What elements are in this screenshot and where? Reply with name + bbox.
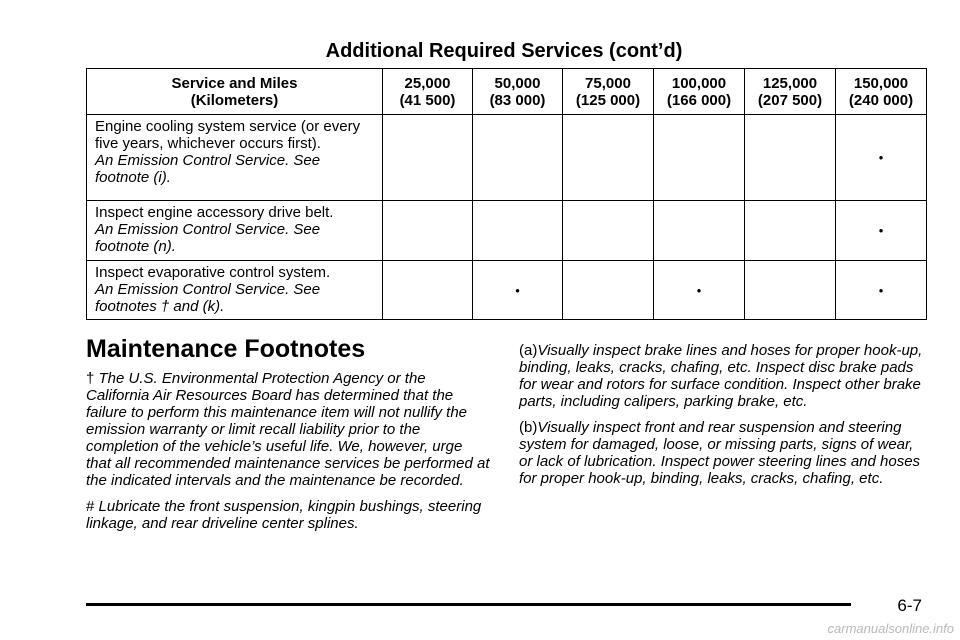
footnote-a [519, 342, 929, 410]
header-100000: 100,000 (166 000) [654, 69, 745, 115]
service-mark [654, 115, 745, 201]
service-mark [383, 115, 473, 201]
page-number: 6-7 [897, 596, 922, 615]
header-75000: 75,000 (125 000) [563, 69, 654, 115]
services-table [86, 68, 927, 320]
service-mark [563, 115, 654, 201]
table-row [87, 115, 927, 201]
header-125000: 125,000 (207 500) [745, 69, 836, 115]
service-mark [473, 115, 563, 201]
footnote-text: Visually inspect brake lines and hoses for proper hook-up, binding, leaks, cracks, chafing, etc. Inspect disc brake pads for wear and rotors for surface condition. Inspect other brake parts, including calipers, parking brake, etc. [519, 342, 923, 410]
header-50000: 50,000 (83 000) [473, 69, 563, 115]
service-cell [87, 115, 383, 201]
footnote-marker: † [86, 370, 95, 387]
footnote-b [519, 419, 929, 487]
footnote-dagger [86, 370, 491, 489]
footnote-text: The U.S. Environmental Protection Agency or the California Air Resources Board has determined that the failure to perform this maintenance item will not nullify the emission warranty or limit recall liability prior to the completion of the vehicle’s useful life. We, however, urge that all recommended maintenance services be performed at the indicated intervals and the maintenance be recorded. [86, 370, 490, 489]
service-mark [383, 261, 473, 320]
service-mark: • [473, 261, 563, 320]
footnote-marker: # [86, 498, 95, 515]
service-mark [654, 201, 745, 261]
footnotes-right-column [519, 342, 929, 496]
service-text: Engine cooling system service (or every five years, whichever occurs first). [95, 118, 361, 152]
service-cell [87, 201, 383, 261]
service-text: Inspect engine accessory drive belt. [95, 204, 334, 221]
page-title: Additional Required Services (cont’d) [325, 40, 683, 62]
table-row [87, 201, 927, 261]
footnote-marker: (b) [519, 419, 538, 436]
footnotes-left-column [86, 370, 491, 541]
service-note: An Emission Control Service. See footnotes † and (k). [95, 281, 321, 315]
header-service-miles: Service and Miles (Kilometers) [87, 69, 383, 115]
table-header-row [87, 69, 927, 115]
table-row [87, 261, 927, 320]
watermark: carmanualsonline.info [827, 621, 954, 636]
footnote-marker: (a) [519, 342, 538, 359]
service-note: An Emission Control Service. See footnote (i). [95, 152, 321, 186]
service-mark: • [836, 201, 927, 261]
service-mark [563, 201, 654, 261]
footnotes-heading: Maintenance Footnotes [86, 335, 366, 363]
service-mark: • [836, 261, 927, 320]
footnote-text: Visually inspect front and rear suspension and steering system for damaged, loose, or missing parts, signs of wear, or lack of lubrication. Inspect power steering lines and hoses for proper hook-up, binding, leaks, cracks, chafing, etc. [519, 419, 921, 487]
footer-rule [86, 603, 851, 606]
footnote-hash [86, 498, 491, 532]
service-mark: • [836, 115, 927, 201]
service-note: An Emission Control Service. See footnote (n). [95, 221, 321, 255]
footnote-text: Lubricate the front suspension, kingpin bushings, steering linkage, and rear driveline center splines. [86, 498, 482, 532]
service-mark [745, 115, 836, 201]
service-mark [745, 201, 836, 261]
service-mark [563, 261, 654, 320]
service-cell [87, 261, 383, 320]
service-mark [745, 261, 836, 320]
header-25000: 25,000 (41 500) [383, 69, 473, 115]
service-mark [383, 201, 473, 261]
header-150000: 150,000 (240 000) [836, 69, 927, 115]
service-mark [473, 201, 563, 261]
service-text: Inspect evaporative control system. [95, 264, 331, 281]
service-mark: • [654, 261, 745, 320]
